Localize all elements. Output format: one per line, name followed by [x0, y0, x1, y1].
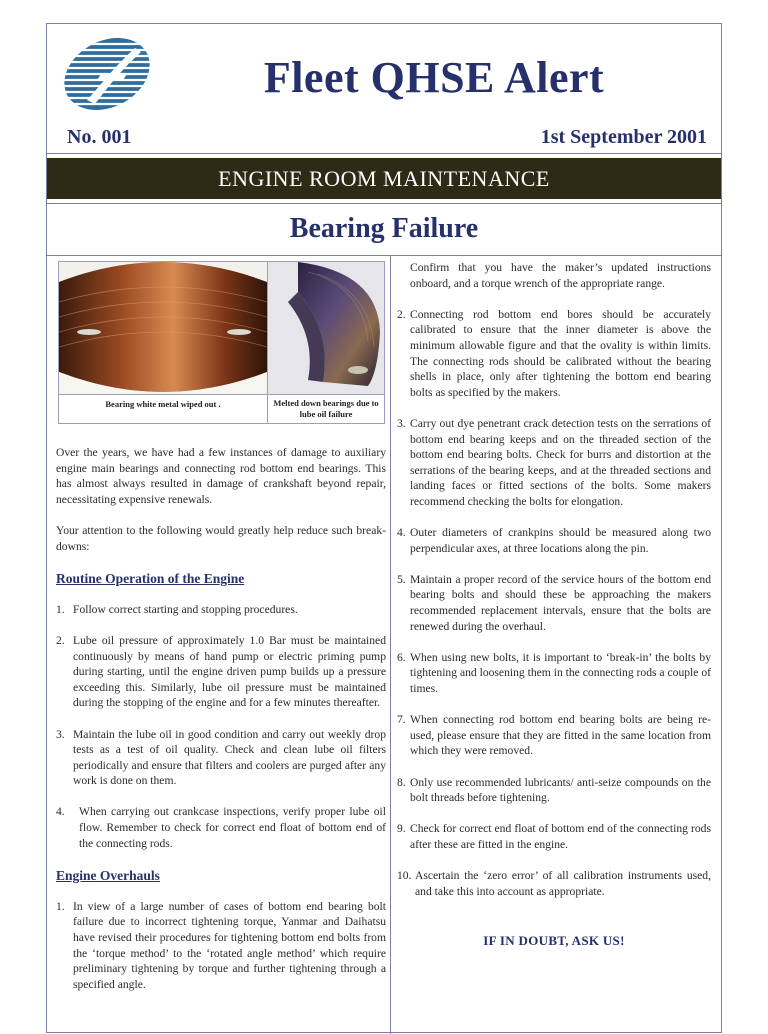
bearing-wiped-photo: [59, 262, 267, 394]
overhauls-heading: Engine Overhauls: [56, 867, 160, 883]
subject-title: Bearing Failure: [47, 203, 721, 256]
item-text: When connecting rod bottom end bearing bolts are being re-used, please ensure that they are fitted in the same location from which they were removed.: [410, 713, 711, 758]
item-text: Lube oil pressure of approximately 1.0 Bar must be maintained continuously by means of hand pump or electric priming pump during starting, until the engine driven pump builds up a pressure exceeding this. Similarly, lube oil pressure must be maintained during the stopping of the engine and for a few minutes thereafter.: [73, 633, 386, 710]
alert-page: [46, 23, 722, 1033]
list-item: [397, 868, 711, 899]
issue-number: No. 001: [67, 126, 132, 148]
list-item: [56, 602, 386, 618]
list-item: [397, 650, 711, 697]
item-text: Carry out dye penetrant crack detection tests on the serrations of bottom end bearing keeps and on the threaded section of the bottom end bearing bolts. Check for burrs and distortion at the serrations of the bearing keeps, and at the threaded sections and landing faces or fitted sections of the bolts. Some makers recommend checking the bolts for elongation.: [410, 416, 711, 508]
closing-note: IF IN DOUBT, ASK US!: [483, 932, 625, 948]
item-text: Ascertain the ‘zero error’ of all calibration instruments used, and take this into account as appropriate.: [415, 869, 711, 898]
item-number: 10.: [397, 869, 412, 883]
item-text: When carrying out crankcase inspections, verify proper lube oil flow. Remember to check for correct end float of bottom end of the connecting rods.: [79, 805, 386, 850]
list-item: [397, 821, 711, 852]
routine-heading: Routine Operation of the Engine: [56, 570, 245, 586]
item-number: 5.: [397, 572, 406, 586]
intro-paragraph: Your attention to the following would greatly help reduce such break-downs:: [56, 523, 386, 553]
photo-divider: [267, 262, 268, 423]
left-column: [56, 445, 386, 1008]
item-number: 8.: [397, 775, 406, 789]
item-number: 3.: [56, 727, 65, 741]
list-item: [56, 633, 386, 711]
continuation-text: Confirm that you have the maker’s updated instructions onboard, and a torque wrench of the appropriate range.: [410, 261, 711, 290]
list-item: [397, 712, 711, 759]
list-item: [56, 899, 386, 993]
company-logo: [57, 34, 157, 114]
item-number: 9.: [397, 822, 406, 836]
item-text: When using new bolts, it is important to ‘break-in’ the bolts by tightening and loosening them in the connecting rods a couple of times.: [410, 650, 711, 696]
photo-caption-1: Bearing white metal wiped out .: [105, 399, 221, 409]
masthead: [47, 24, 721, 154]
list-item: [397, 525, 711, 556]
item-text: Check for correct end float of bottom end of the connecting rods after these are fitted in the engine.: [410, 822, 711, 851]
photo-caption-2: Melted down bearings due to lube oil failure: [273, 398, 379, 419]
list-item: [56, 727, 386, 789]
newsletter-title: Fleet QHSE Alert: [263, 53, 605, 102]
item-text: Maintain a proper record of the service hours of the bottom end bearing bolts and should these be approaching the makers recommended replacement intervals, ensure that the bolts are renewed during the overhaul.: [410, 572, 711, 633]
item-text: Only use recommended lubricants/ anti-seize compounds on the bolt threads before tightening.: [410, 775, 711, 805]
right-column: [397, 260, 711, 949]
list-item: [397, 416, 711, 510]
item-number: 2.: [56, 633, 65, 647]
list-item: [397, 775, 711, 806]
melted-bearing-photo: [268, 262, 384, 394]
item-text: Connecting rod bottom end bores should be accurately calibrated to ensure that the inner diameter is above the minimum allowable figure and that the ovality is within limits. The connecting rods should be calibrated without the bearing shells in place, only after tightening the bottom end bearing bolts as specified by the makers.: [410, 307, 711, 399]
item-text: Outer diameters of crankpins should be measured along two perpendicular axes, at three locations along the pin.: [410, 526, 711, 555]
item-number: 2.: [397, 307, 406, 321]
section-banner: ENGINE ROOM MAINTENANCE: [47, 158, 721, 199]
intro-paragraph: Over the years, we have had a few instances of damage to auxiliary engine main bearings and connecting rod bottom end bearings. This has almost always resulted in damage of crankshaft beyond repair, necessitating expensive renewals.: [56, 446, 386, 506]
item-text: Maintain the lube oil in good condition and carry out weekly drop tests as a test of oil quality. Check and clean lube oil filters periodically and ensure that filters and coolers are purged after any work is done on them.: [73, 727, 386, 788]
item-number: 1.: [56, 602, 65, 616]
item-number: 6.: [397, 650, 406, 664]
item-text: In view of a large number of cases of bottom end bearing bolt failure due to incorrect tightening torque, Yanmar and Daihatsu have revised their procedures for tightening bottom end bolts from the ‘torque method’ to the ‘rotated angle method’ which require preliminary tightening by torque and further tightening through a specified angle.: [73, 899, 386, 991]
list-item: [397, 572, 711, 634]
list-item: [397, 307, 711, 401]
item-number: 3.: [397, 416, 406, 430]
column-divider: [390, 256, 391, 1034]
item-number: 7.: [397, 713, 406, 727]
list-item: [56, 804, 386, 851]
item-number: 4.: [56, 805, 65, 819]
item-number: 4.: [397, 526, 406, 540]
issue-date: 1st September 2001: [540, 126, 707, 148]
caption-rule: [59, 394, 384, 395]
item-number: 1.: [56, 899, 65, 913]
item-text: Follow correct starting and stopping procedures.: [73, 602, 298, 616]
photo-panel: [58, 261, 385, 424]
